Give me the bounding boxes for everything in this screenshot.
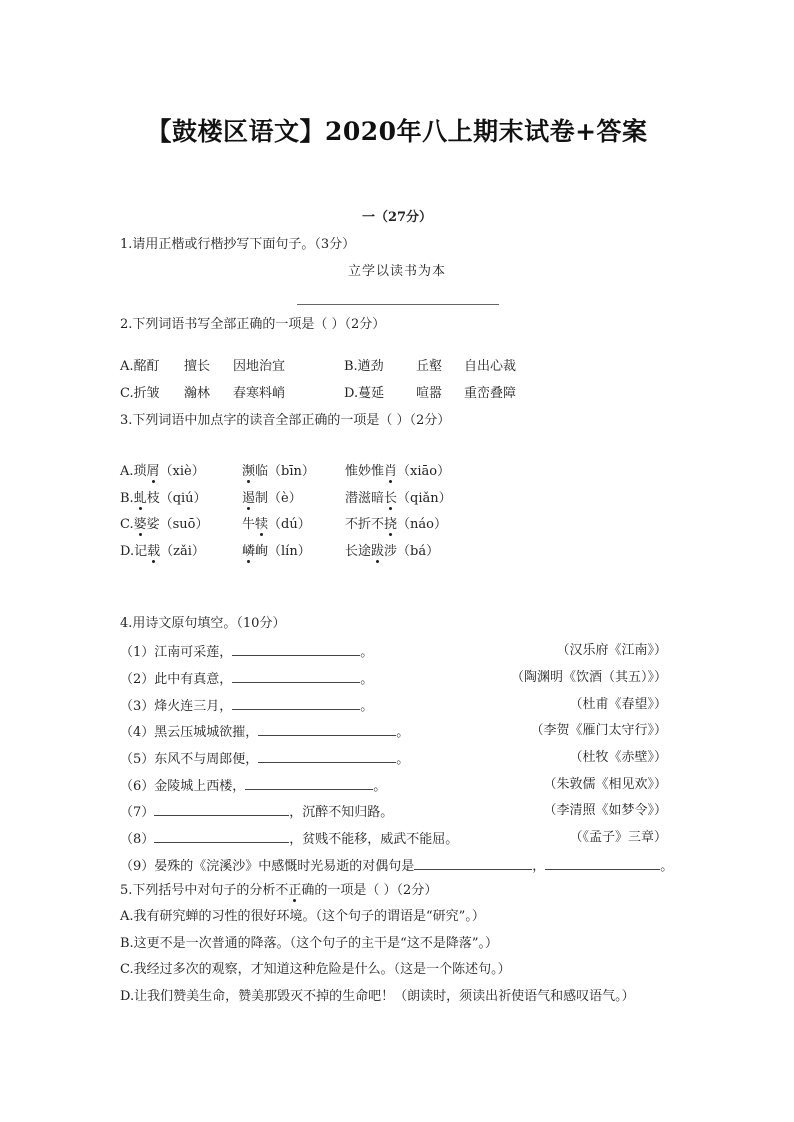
question-5-option-b: B.这更不是一次普通的降落。（这个句子的主干是“这不是降落”。）: [120, 936, 498, 951]
option-c-item-1: C.婆娑（suō）: [120, 517, 209, 532]
answer-blank[interactable]: [258, 723, 396, 736]
option-a-item-3: 惟妙惟肖（xiāo）: [345, 464, 451, 479]
option-a-item-2: 濒临（bīn）: [242, 464, 315, 479]
answer-blank[interactable]: [545, 857, 660, 870]
question-3-stem: 3.下列词语中加点字的读音全部正确的一项是（ ）（2分）: [120, 413, 451, 428]
option-d-item-3: 长途跋涉（bá）: [345, 544, 440, 559]
answer-blank[interactable]: [154, 830, 289, 843]
option-c-item-3: 不折不挠（náo）: [345, 517, 447, 532]
option-d-item-2: 嶙峋（lín）: [242, 544, 311, 559]
document-title: 【鼓楼区语文】2020年八上期末试卷+答案: [146, 117, 648, 146]
question-5-option-a: A.我有研究蝉的习性的很好环境。（这个句子的谓语是“研究”。）: [120, 909, 485, 924]
answer-blank[interactable]: [245, 777, 373, 790]
answer-blank[interactable]: [232, 697, 360, 710]
fill-line-1: （1）江南可采莲， 。: [120, 645, 374, 660]
option-b-item-3: 潜滋暗长（qiǎn）: [345, 491, 452, 506]
option-c-word-2: 瀚林: [184, 386, 211, 401]
answer-blank[interactable]: [232, 643, 360, 656]
answer-blank[interactable]: [154, 803, 289, 816]
question-5-option-c: C.我经过多次的观察，才知道这种危险是什么。（这是一个陈述句。）: [120, 962, 511, 977]
question-2-stem: 2.下列词语书写全部正确的一项是（ ）（2分）: [120, 317, 386, 332]
source-2: （陶渊明《饮酒（其五）》）: [510, 670, 667, 685]
fill-line-7: （7） ，沉醉不知归路。: [120, 805, 394, 820]
option-a-word-2: 擅长: [184, 359, 211, 374]
fill-line-3: （3）烽火连三月， 。: [120, 699, 374, 714]
option-a-word-3: 因地治宜: [233, 359, 286, 374]
option-c-item-2: 牛犊（dú）: [242, 517, 311, 532]
question-1-stem: 1.请用正楷或行楷抄写下面句子。（3分）: [120, 237, 356, 252]
option-b-word-2: 丘壑: [416, 359, 443, 374]
option-c-word-1: C.折皱: [120, 386, 160, 401]
option-c-word-3: 春寒料峭: [233, 386, 286, 401]
answer-blank[interactable]: [414, 857, 532, 870]
question-5-stem: 5.下列括号中对句子的分析不正确的一项是（ ）（2分）: [120, 883, 438, 898]
answer-blank[interactable]: [232, 670, 360, 683]
source-6: （朱敦儒《相见欢》）: [543, 777, 667, 792]
option-d-word-1: D.蔓延: [344, 386, 385, 401]
option-b-word-1: B.遒劲: [344, 359, 384, 374]
source-5: （杜牧《赤壁》）: [569, 750, 667, 765]
option-b-word-3: 自出心裁: [464, 359, 517, 374]
option-d-word-2: 喧嚣: [416, 386, 443, 401]
option-b-item-2: 遏制（è）: [242, 491, 302, 506]
option-b-item-1: B.虬枝（qiú）: [120, 491, 207, 506]
question-5-option-d: D.让我们赞美生命，赞美那毁灭不掉的生命吧！（朗读时，须读出祈使语气和感叹语气。）: [120, 989, 635, 1004]
fill-line-6: （6）金陵城上西楼， 。: [120, 779, 387, 794]
source-7: （李清照《如梦令》）: [543, 803, 667, 818]
option-d-item-1: D.记载（zǎi）: [120, 544, 205, 559]
copy-sentence: 立学以读书为本: [347, 264, 446, 279]
option-a-word-1: A.酩酊: [120, 359, 160, 374]
source-3: （杜甫《春望》）: [569, 697, 667, 712]
writing-line: [297, 304, 499, 305]
fill-line-8: （8） ，贫贱不能移，威武不能屈。: [120, 832, 459, 847]
section-heading: 一（27分）: [361, 210, 433, 225]
question-4-stem: 4.用诗文原句填空。（10分）: [120, 616, 286, 631]
option-a-item-1: A.琐屑（xiè）: [120, 464, 205, 479]
fill-line-9: （9）晏殊的《浣溪沙》中感慨时光易逝的对偶句是 ， 。: [120, 859, 674, 874]
fill-line-5: （5）东风不与周郎便， 。: [120, 752, 410, 767]
option-d-word-3: 重峦叠障: [464, 386, 517, 401]
answer-blank[interactable]: [258, 750, 396, 763]
source-1: （汉乐府《江南》）: [556, 643, 667, 658]
fill-line-4: （4）黑云压城城欲摧， 。: [120, 725, 410, 740]
source-4: （李贺《雁门太守行》）: [530, 723, 667, 738]
fill-line-2: （2）此中有真意， 。: [120, 672, 374, 687]
source-8: （《孟子》三章）: [569, 830, 667, 845]
